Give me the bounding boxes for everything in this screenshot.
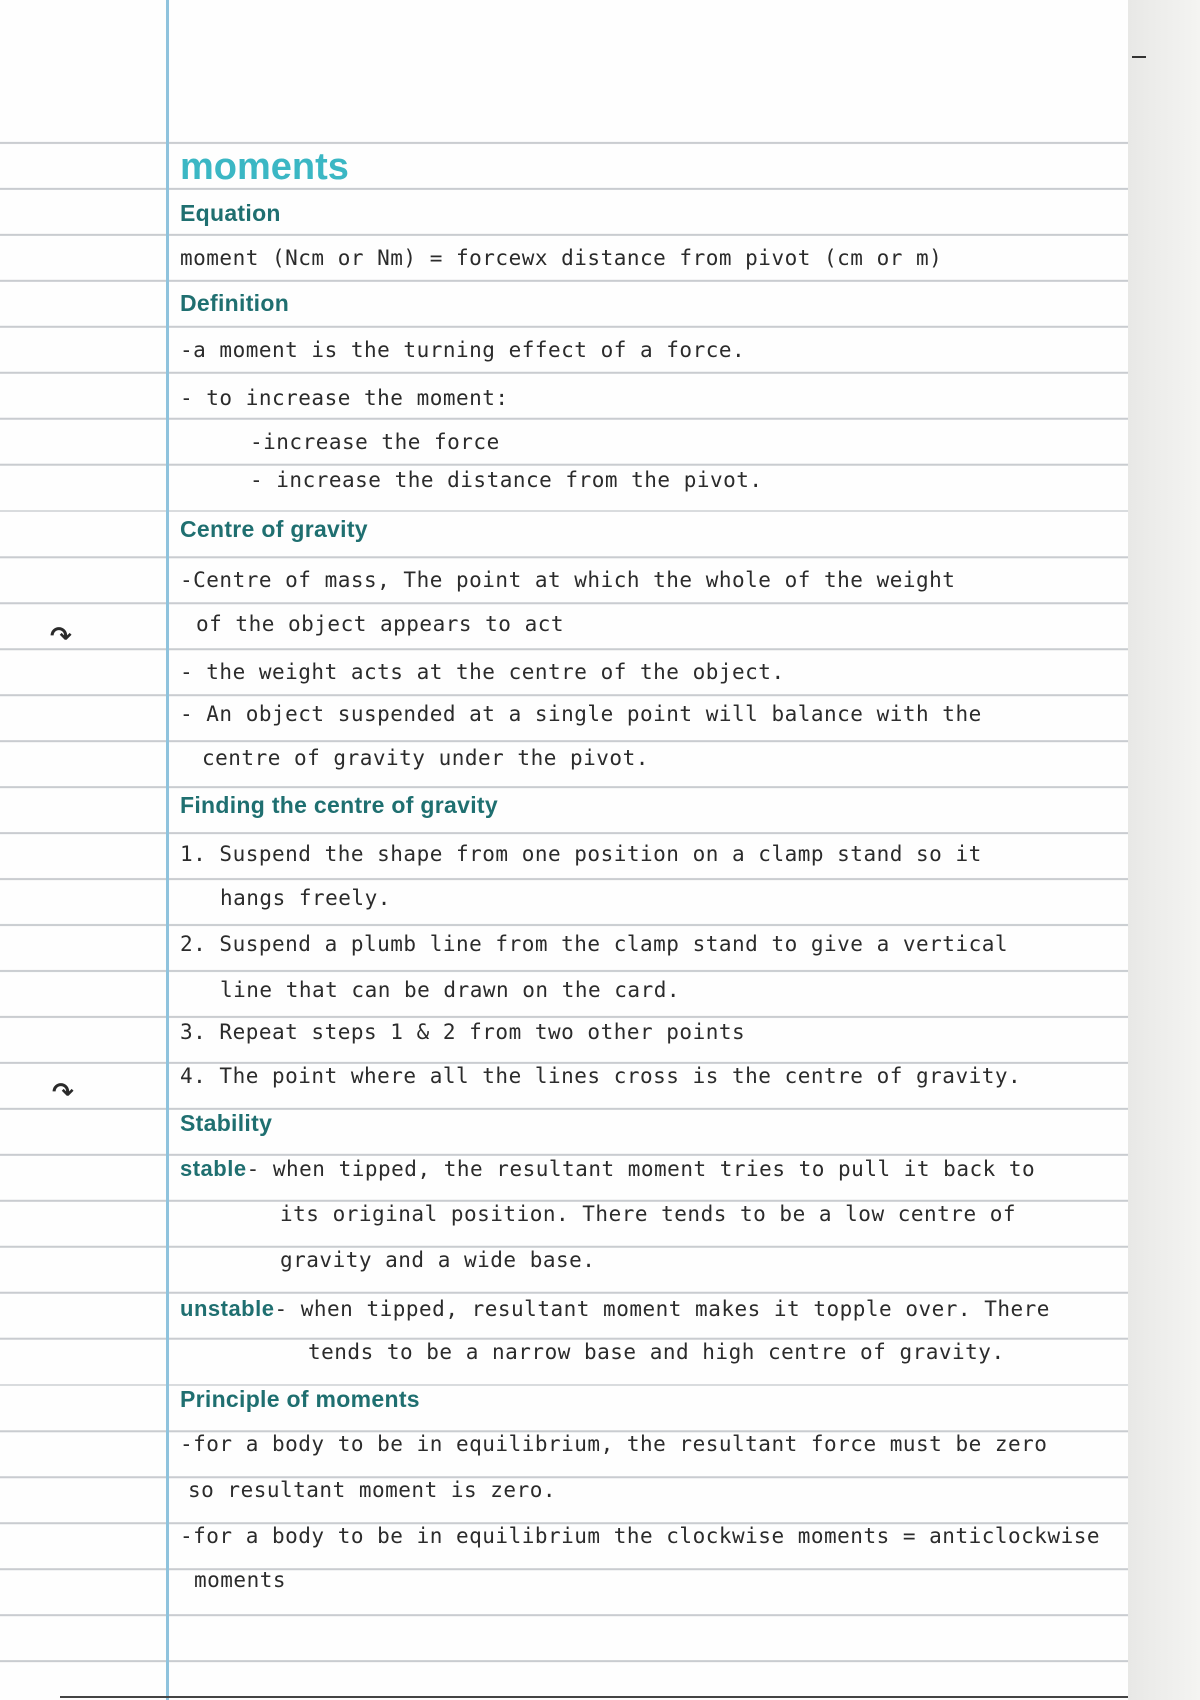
finding-step: 2. Suspend a plumb line from the clamp stand to give a vertical [180,932,1009,956]
cog-line: -Centre of mass, The point at which the whole of the weight [180,568,956,592]
principle-line: moments [194,1568,287,1592]
stable-line: its original position. There tends to be a low centre of [280,1202,1017,1226]
definition-line: - increase the distance from the pivot. [250,468,763,492]
definition-line: -increase the force [250,430,500,454]
cog-line: of the object appears to act [196,612,565,636]
unstable-term: unstable [180,1296,275,1321]
unstable-line: tends to be a narrow base and high centre of gravity. [308,1340,1005,1364]
equation-line: moment (Ncm or Nm) = forcewx distance from pivot (cm or m) [180,246,943,270]
stable-text: - when tipped, the resultant moment tries to pull it back to [246,1157,1036,1181]
stable-line: gravity and a wide base. [280,1248,596,1272]
paper-edge [1128,0,1200,1700]
margin-line [166,0,169,1700]
definition-line: -a moment is the turning effect of a force. [180,338,746,362]
principle-line: -for a body to be in equilibrium the clockwise moments = anticlockwise [180,1524,1101,1548]
curved-arrow-icon: ↷ [50,622,72,652]
cog-line: centre of gravity under the pivot. [202,746,649,770]
heading-centre-of-gravity: Centre of gravity [180,516,368,542]
finding-step: 3. Repeat steps 1 & 2 from two other points [180,1020,746,1044]
edge-mark [1132,56,1146,58]
finding-step: 4. The point where all the lines cross is the centre of gravity. [180,1064,1022,1088]
curved-arrow-icon: ↷ [52,1078,74,1108]
principle-line: -for a body to be in equilibrium, the resultant force must be zero [180,1432,1048,1456]
heading-definition: Definition [180,290,290,316]
finding-step: line that can be drawn on the card. [220,978,681,1002]
finding-step: 1. Suspend the shape from one position on a clamp stand so it [180,842,982,866]
finding-step: hangs freely. [220,886,391,910]
unstable-text: - when tipped, resultant moment makes it topple over. There [274,1297,1050,1321]
cog-line: - the weight acts at the centre of the object. [180,660,785,684]
heading-equation: Equation [180,200,281,226]
heading-finding-cog: Finding the centre of gravity [180,792,498,818]
paper-top-margin [0,0,1128,130]
heading-stability: Stability [180,1110,273,1136]
definition-line: - to increase the moment: [180,386,509,410]
heading-principle-of-moments: Principle of moments [180,1386,420,1412]
page-bottom-edge [60,1696,1128,1698]
page-title: moments [180,146,349,188]
cog-line: - An object suspended at a single point will balance with the [180,702,982,726]
stable-term: stable [180,1156,247,1181]
principle-line: so resultant moment is zero. [188,1478,557,1502]
stable-line [180,1156,1035,1182]
unstable-line [180,1296,1050,1322]
